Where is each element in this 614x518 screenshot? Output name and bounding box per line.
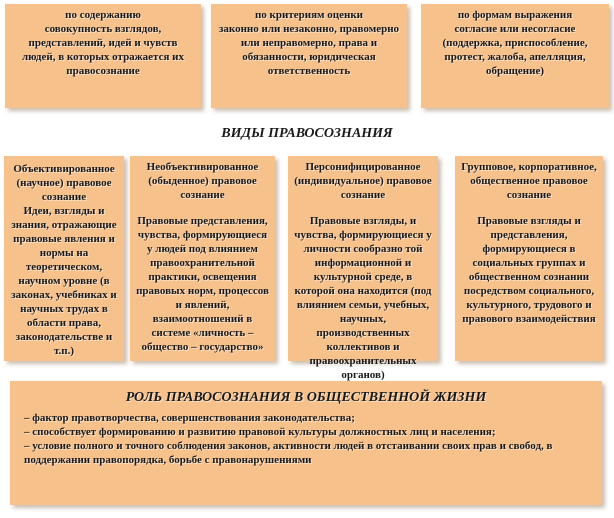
evaluation-criterion-text: законно или незаконно, правомерно или неправомерно, права и обязанности, юридическая ответственность <box>218 23 400 77</box>
evaluation-criterion-label: по критериям оценки <box>254 9 364 21</box>
role-item: – условие полного и точного соблюдения законов, активности людей в отстаивании своих прав и свобод, в поддержании правопорядка, борьбе с правонарушениями <box>24 440 553 466</box>
types-heading: ВИДЫ ПРАВОСОЗНАНИЯ <box>221 126 393 141</box>
type-title: Групповое, корпоративное, общественное правовое сознание <box>461 161 597 201</box>
type-box-scientific <box>4 156 124 361</box>
content-criterion-label: по содержанию <box>65 9 141 21</box>
type-title: Персонифицированное (индивидуальное) правовое сознание <box>294 161 432 201</box>
type-body: Правовые взгляды, и чувства, формирующиеся у личности сообразно той информационной и культурной среде, в которой она находится (под влиянием семьи, учебных, научных, производственных коллективов и правоохранительных органов) <box>294 215 432 381</box>
type-title: Необъективированное (обыденное) правовое сознание <box>146 161 259 201</box>
expression-form-label: по формам выражения <box>457 9 573 21</box>
expression-form-box <box>421 4 609 108</box>
role-box <box>10 381 602 505</box>
type-body: Идеи, взгляды и знания, отражающие правовые явления и нормы на теоретическом, научном уровне (в законах, учебниках и научных трудах в области права, законодательстве и т.п.) <box>11 205 117 357</box>
role-item: – фактор правотворчества, совершенствования законодательства; <box>24 412 355 424</box>
evaluation-criterion-box <box>211 4 407 108</box>
type-box-group <box>455 156 603 361</box>
type-box-individual <box>288 156 438 381</box>
type-box-ordinary <box>130 156 275 361</box>
type-body: Правовые представления, чувства, формирующиеся у людей под влиянием правоохранительной практики, освещения правовых норм, процессов и явлений, взаимоотношений в системе «личность – общество – государство» <box>136 215 269 353</box>
role-item: – способствует формированию и развитию правовой культуры должностных лиц и населения; <box>24 426 496 438</box>
content-criterion-box <box>5 4 201 108</box>
type-body: Правовые взгляды и представления, формирующиеся в социальных группах и общественном сознании посредством социального, культурного, трудового и правового взаимодействия <box>462 215 596 325</box>
content-criterion-text: совокупность взглядов, представлений, идей и чувств людей, в которых отражается их правосознание <box>21 23 184 77</box>
type-title: Объективированное (научное) правовое сознание <box>13 163 115 203</box>
role-title: РОЛЬ ПРАВОСОЗНАНИЯ В ОБЩЕСТВЕННОЙ ЖИЗНИ <box>125 390 487 405</box>
expression-form-text: согласие или несогласие (поддержка, приспособление, протест, жалоба, апелляция, обращение) <box>442 23 588 77</box>
